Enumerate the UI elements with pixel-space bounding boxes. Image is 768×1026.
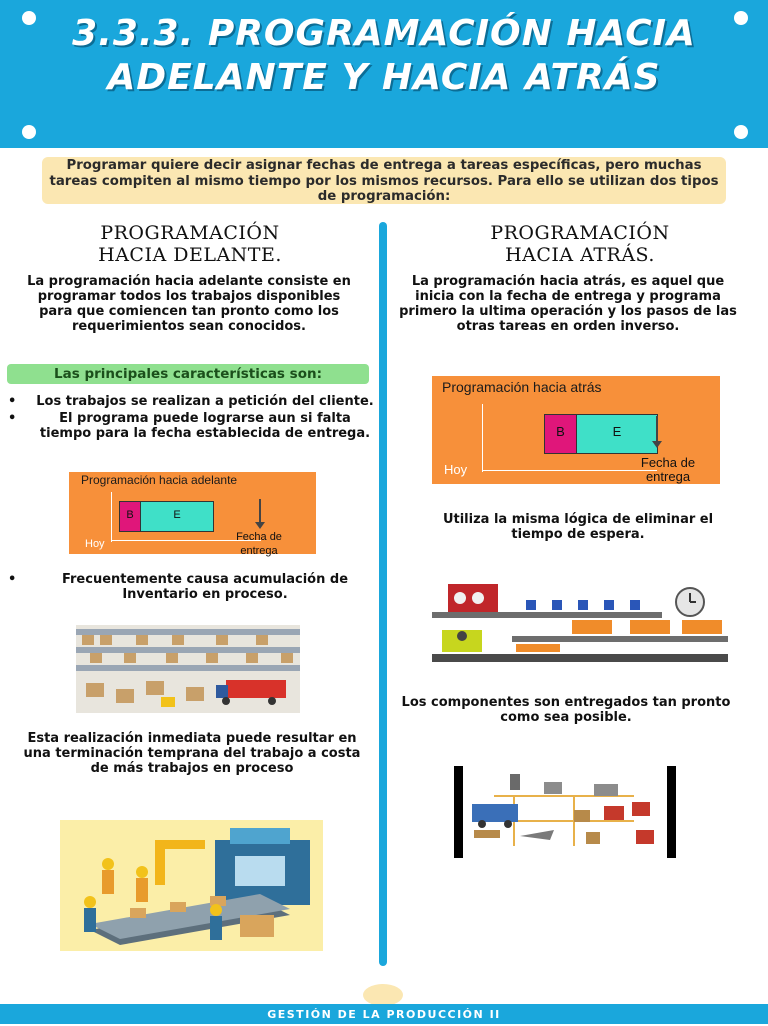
list-item (6, 411, 376, 441)
conveyor-illustration (432, 572, 728, 664)
right-description: La programación hacia atrás, es aquel que inicia con la fecha de entrega y programa primero la ultima operación y los pasos de las otras tareas en orden inverso. (399, 274, 737, 334)
characteristics-list (6, 394, 376, 443)
left-title-line1: PROGRAMACIÓN (100, 222, 280, 244)
end-label-line1: Fecha de (236, 531, 282, 543)
column-divider (379, 222, 387, 966)
arrow-icon (259, 499, 261, 523)
left-title-line2: HACIA DELANTE. (98, 244, 282, 266)
decor-dot (22, 125, 36, 139)
bar-b: B (119, 501, 141, 532)
right-title-line2: HACIA ATRÁS. (505, 244, 655, 266)
diagram-start-label: Hoy (444, 462, 468, 477)
list-item (6, 394, 376, 409)
backward-scheduling-diagram (432, 376, 720, 484)
bar-e: E (576, 414, 658, 454)
bullet-text: Frecuentemente causa acumulación de Inventario en proceso. (61, 572, 349, 602)
diagram-axis-vertical (482, 404, 483, 472)
arrow-icon (656, 416, 658, 442)
supply-chain-illustration (454, 766, 676, 858)
inventory-list (6, 572, 376, 604)
supply-chain-image (454, 766, 676, 858)
right-components-text: Los componentes son entregados tan pronto como sea posible. (401, 695, 731, 725)
page-title: 3.3.3. PROGRAMACIÓN HACIA ADELANTE Y HACIA ATRÁS (72, 13, 696, 98)
left-conclusion: Esta realización inmediata puede resultar en una terminación temprana del trabajo a costa de más trabajos en proceso (23, 731, 361, 776)
bar-e: E (140, 501, 214, 532)
bullet-icon: • (8, 411, 17, 426)
list-item (6, 572, 376, 602)
right-logic-text: Utiliza la misma lógica de eliminar el tiempo de espera. (442, 512, 714, 542)
left-description: La programación hacia adelante consiste en programar todos los trabajos disponibles para que comiencen tan pronto como los requerimientos sean conocidos. (27, 274, 351, 334)
diagram-end-label (219, 530, 299, 558)
warehouse-illustration (76, 625, 300, 713)
diagram-title: Programación hacia atrás (442, 379, 602, 395)
header-banner (0, 0, 768, 148)
conveyor-image (432, 572, 728, 664)
footer-bar: GESTIÓN DE LA PRODUCCIÓN II (0, 1004, 768, 1024)
end-label-line2: entrega (240, 545, 278, 557)
end-label-line1: Fecha de (640, 455, 696, 470)
diagram-end-label (620, 456, 716, 484)
bullet-text: Los trabajos se realizan a petición del cliente. (36, 394, 374, 409)
bullet-icon: • (8, 572, 17, 587)
diagram-start-label: Hoy (85, 538, 105, 550)
intro-box: Programar quiere decir asignar fechas de entrega a tareas específicas, pero muchas tareas compiten al mismo tiempo por los mismos recursos. Para ello se utilizan dos tipos de programación: (42, 157, 726, 204)
forward-scheduling-diagram (69, 472, 316, 557)
diagram-title: Programación hacia adelante (81, 473, 238, 487)
bar-b: B (544, 414, 577, 454)
factory-image (60, 820, 323, 951)
warehouse-image (76, 625, 300, 713)
right-column-title (410, 222, 750, 266)
bullet-icon: • (8, 394, 17, 409)
decor-dot (734, 125, 748, 139)
left-column-title (20, 222, 360, 266)
bullet-text: El programa puede lograrse aun si falta tiempo para la fecha establecida de entrega. (39, 411, 371, 441)
factory-illustration (60, 820, 323, 951)
footer-decor-dot (363, 984, 403, 1006)
end-label-line2: entrega (645, 469, 691, 484)
characteristics-label: Las principales características son: (7, 364, 369, 384)
right-title-line1: PROGRAMACIÓN (490, 222, 670, 244)
diagram-axis-vertical (111, 492, 112, 542)
